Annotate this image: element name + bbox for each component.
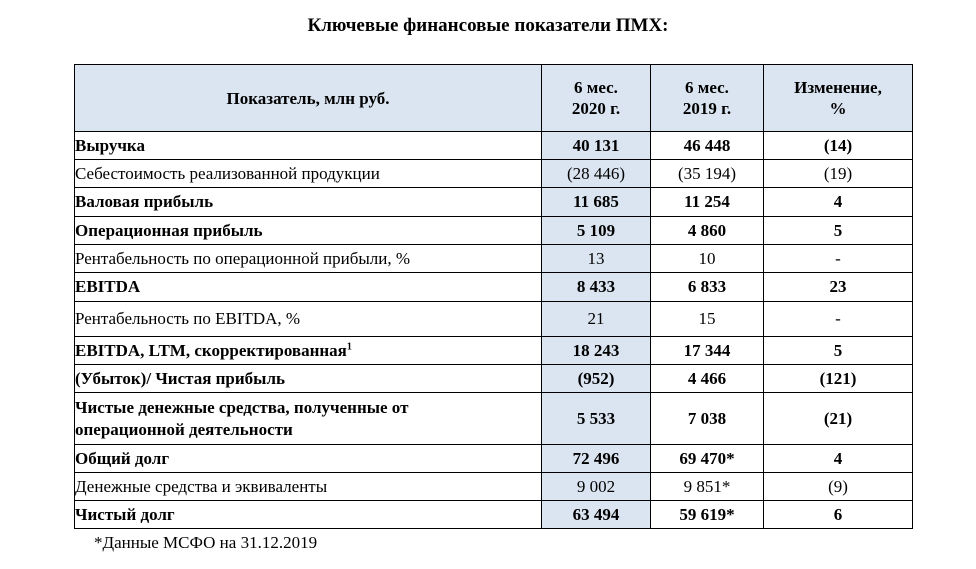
row-label: Рентабельность по операционной прибыли, % bbox=[75, 245, 542, 273]
value-2019: 15 bbox=[651, 302, 764, 337]
header-indicator: Показатель, млн руб. bbox=[75, 65, 542, 132]
value-2020: 72 496 bbox=[542, 445, 651, 473]
value-2019: (35 194) bbox=[651, 160, 764, 188]
row-total-debt bbox=[75, 445, 913, 473]
value-change: (121) bbox=[764, 365, 913, 393]
value-2019: 7 038 bbox=[651, 393, 764, 445]
financial-table bbox=[74, 64, 913, 529]
row-label-line1: Чистые денежные средства, полученные от bbox=[75, 397, 409, 417]
value-change: 4 bbox=[764, 445, 913, 473]
value-2020: (952) bbox=[542, 365, 651, 393]
value-change: 5 bbox=[764, 337, 913, 365]
row-ebitda-margin bbox=[75, 302, 913, 337]
value-2019: 10 bbox=[651, 245, 764, 273]
footnote: *Данные МСФО на 31.12.2019 bbox=[94, 533, 318, 552]
value-change: 4 bbox=[764, 188, 913, 217]
value-change: - bbox=[764, 245, 913, 273]
value-2019: 4 860 bbox=[651, 217, 764, 245]
value-change: 23 bbox=[764, 273, 913, 302]
value-change: - bbox=[764, 302, 913, 337]
value-change: 5 bbox=[764, 217, 913, 245]
row-operating-margin bbox=[75, 245, 913, 273]
row-label bbox=[75, 393, 542, 445]
row-revenue bbox=[75, 132, 913, 160]
row-label: Операционная прибыль bbox=[75, 217, 542, 245]
header-6m-2020-line1: 6 мес. bbox=[574, 78, 618, 97]
row-cost-of-sales bbox=[75, 160, 913, 188]
row-label bbox=[75, 337, 542, 365]
header-change-line2: % bbox=[829, 99, 847, 118]
row-label: Себестоимость реализованной продукции bbox=[75, 160, 542, 188]
value-2020: 5 109 bbox=[542, 217, 651, 245]
value-change: (19) bbox=[764, 160, 913, 188]
header-6m-2019 bbox=[651, 65, 764, 132]
header-6m-2020-line2: 2020 г. bbox=[571, 99, 621, 118]
value-2019: 46 448 bbox=[651, 132, 764, 160]
header-change bbox=[764, 65, 913, 132]
table-header-row bbox=[75, 65, 913, 132]
value-2019: 4 466 bbox=[651, 365, 764, 393]
value-change: 6 bbox=[764, 501, 913, 529]
row-cash bbox=[75, 473, 913, 501]
value-2020: (28 446) bbox=[542, 160, 651, 188]
row-label: Рентабельность по EBITDA, % bbox=[75, 302, 542, 337]
row-label-text: EBITDA, LTM, скорректированная bbox=[75, 340, 347, 360]
value-2019: 69 470* bbox=[651, 445, 764, 473]
value-change: (14) bbox=[764, 132, 913, 160]
row-gross-profit bbox=[75, 188, 913, 217]
value-2020: 13 bbox=[542, 245, 651, 273]
row-label: EBITDA bbox=[75, 273, 542, 302]
header-6m-2019-line2: 2019 г. bbox=[682, 99, 732, 118]
value-2020: 5 533 bbox=[542, 393, 651, 445]
value-2019: 11 254 bbox=[651, 188, 764, 217]
value-2020: 63 494 bbox=[542, 501, 651, 529]
value-2019: 9 851* bbox=[651, 473, 764, 501]
row-label: Общий долг bbox=[75, 445, 542, 473]
value-2020: 21 bbox=[542, 302, 651, 337]
row-label: Выручка bbox=[75, 132, 542, 160]
row-ebitda bbox=[75, 273, 913, 302]
value-2019: 6 833 bbox=[651, 273, 764, 302]
header-6m-2020 bbox=[542, 65, 651, 132]
value-2020: 8 433 bbox=[542, 273, 651, 302]
row-net-debt bbox=[75, 501, 913, 529]
row-operating-profit bbox=[75, 217, 913, 245]
header-change-line1: Изменение, bbox=[794, 78, 882, 97]
row-ebitda-ltm bbox=[75, 337, 913, 365]
value-2020: 9 002 bbox=[542, 473, 651, 501]
value-change: (9) bbox=[764, 473, 913, 501]
table-title: Ключевые финансовые показатели ПМХ: bbox=[307, 15, 669, 36]
row-label: Валовая прибыль bbox=[75, 188, 542, 217]
header-6m-2019-line1: 6 мес. bbox=[685, 78, 729, 97]
row-net-operating-cash bbox=[75, 393, 913, 445]
value-2020: 18 243 bbox=[542, 337, 651, 365]
row-net-profit bbox=[75, 365, 913, 393]
row-label-line2: операционной деятельности bbox=[75, 419, 293, 439]
row-label: Чистый долг bbox=[75, 501, 542, 529]
row-label: Денежные средства и эквиваленты bbox=[75, 473, 542, 501]
value-change: (21) bbox=[764, 393, 913, 445]
footnote-marker: 1 bbox=[346, 340, 352, 352]
value-2020: 11 685 bbox=[542, 188, 651, 217]
row-label: (Убыток)/ Чистая прибыль bbox=[75, 365, 542, 393]
value-2019: 17 344 bbox=[651, 337, 764, 365]
value-2019: 59 619* bbox=[651, 501, 764, 529]
value-2020: 40 131 bbox=[542, 132, 651, 160]
